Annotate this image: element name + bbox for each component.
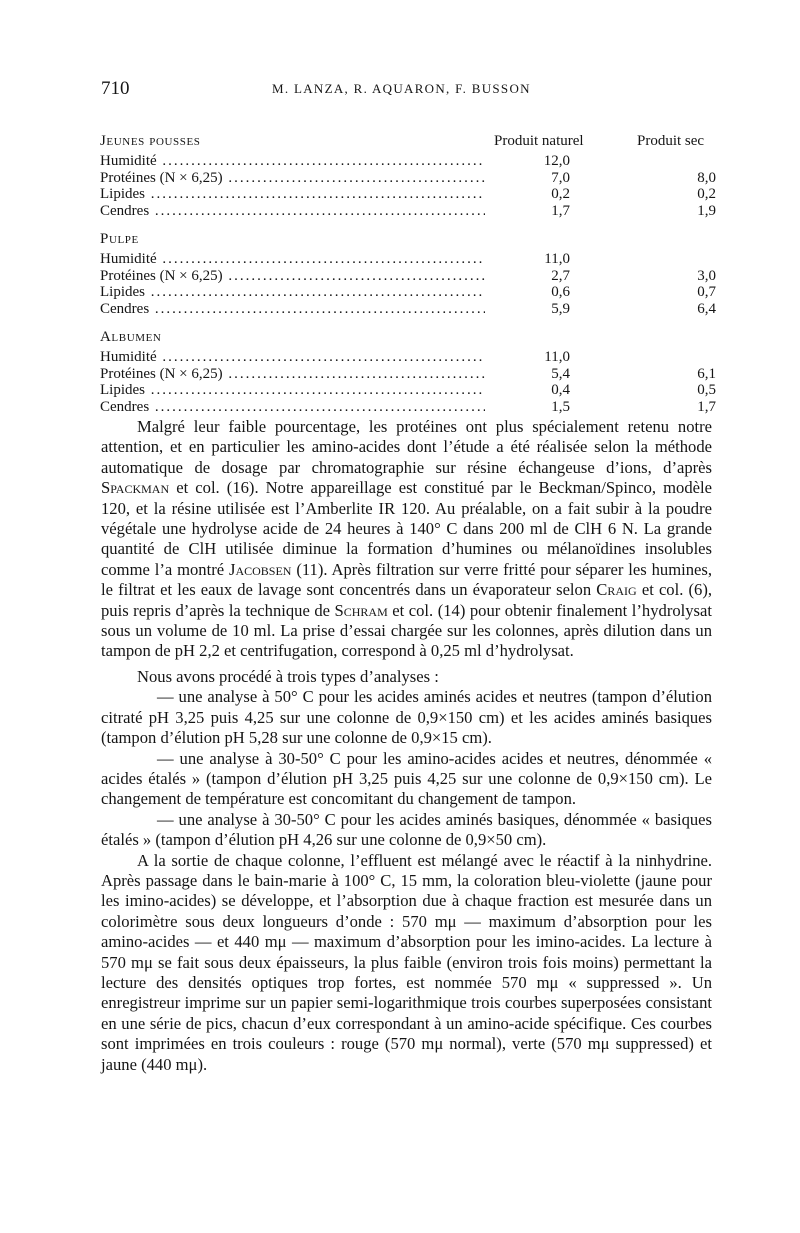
value-natural: 7,0 — [551, 169, 570, 186]
row-label: Protéines (N × 6,25) ..... — [100, 268, 485, 285]
list-item: — une analyse à 30-50° C pour les amino-acides acides et neutres, dénommée « acides étalés » (tampon d’élution pH 3,25 puis 4,25 sur une colonne de 0,9×150 cm). Le changement de température est concomitant du changement de tampon. — [101, 748, 712, 809]
row-label: Cendres ..... — [100, 203, 485, 220]
value-natural: 0,4 — [551, 382, 570, 398]
column-header-dry: Produit sec — [637, 133, 705, 149]
value-natural: 5,4 — [551, 365, 570, 382]
list-item: — une analyse à 50° C pour les acides aminés acides et neutres (tampon d’élution citraté pH 3,25 puis 4,25 sur une colonne de 0,9×150 cm) et les acides aminés basiques (tampon d’élution pH 5,28 sur une colonne de 0,9×15 cm). — [101, 687, 712, 748]
author-citation: Craig — [596, 580, 637, 600]
value-natural: 11,0 — [544, 251, 570, 267]
row-label: Cendres ..... — [100, 301, 485, 318]
body-text — [101, 417, 712, 1075]
table-header-row — [100, 133, 720, 153]
column-header-natural: Produit naturel — [494, 133, 584, 149]
running-header — [0, 78, 800, 106]
table-row — [100, 203, 720, 220]
table-row — [100, 170, 720, 187]
list-item: — une analyse à 30-50° C pour les acides aminés basiques, dénommée « basiques étalés » (tampon d’élution pH 4,26 sur une colonne de 0,9×50 cm). — [101, 809, 712, 850]
table-row — [100, 186, 720, 203]
table-row — [100, 251, 720, 268]
page-number: 710 — [101, 78, 130, 99]
table-row — [100, 301, 720, 318]
value-dry: 6,4 — [697, 300, 716, 317]
value-dry: 3,0 — [697, 267, 716, 284]
table-row — [100, 366, 720, 383]
table-section-albumen — [100, 329, 720, 415]
value-dry: 0,2 — [697, 186, 716, 202]
row-label: Lipides ..... — [100, 284, 485, 301]
row-label: Lipides ..... — [100, 382, 485, 399]
table-row — [100, 349, 720, 366]
table-row — [100, 399, 720, 416]
value-dry: 6,1 — [697, 365, 716, 382]
table-row — [100, 268, 720, 285]
running-authors: M. LANZA, R. AQUARON, F. BUSSON — [272, 81, 531, 96]
table-section-pulpe — [100, 231, 720, 317]
value-dry: 1,7 — [697, 398, 716, 415]
row-label: Protéines (N × 6,25) ..... — [100, 170, 485, 187]
author-citation: Spackman — [101, 478, 170, 498]
row-label: Lipides ..... — [100, 186, 485, 203]
text-span: et col. (16). Notre appareillage est constitué par le Beckman/Spinco, modèle 120, et la résine utilisée est l’Amberlite IR 120. Au préalable, on a fait subir à la poudre végétale une hydrolyse acide de 24 heures à 140° C dans 200 ml de ClH 6 N. La grande quantité de ClH utilisée diminue la formation d’humines ou mélanoïdines insolubles comme l’a montré — [101, 478, 712, 579]
value-natural: 2,7 — [551, 267, 570, 284]
author-citation: Schram — [334, 600, 388, 620]
table-row — [100, 382, 720, 399]
value-natural: 1,5 — [551, 398, 570, 415]
text-span: (11). Après filtration sur verre fritté pour séparer les humines, le filtrat et les eaux de lavage sont concentrés dans un évaporateur selon — [101, 559, 712, 600]
text-span: et col. (14) pour obtenir finalement l’hydrolysat sous un volume de 10 ml. La prise d’essai chargée sur les colonnes, après dilution dans un tampon de pH 2,2 et centrifugation, correspond à 0,25 ml d’hydrolysat. — [101, 600, 712, 661]
value-natural: 12,0 — [543, 153, 570, 169]
row-label: Humidité ..... — [100, 251, 485, 268]
section-title: Pulpe — [100, 231, 139, 247]
author-citation: Jacobsen — [229, 559, 292, 579]
row-label: Protéines (N × 6,25) ..... — [100, 366, 485, 383]
value-dry: 0,5 — [697, 382, 716, 398]
text-span: Malgré leur faible pourcentage, les protéines ont plus spécialement retenu notre attention, et en particulier les amino-acides dont l’étude a été réalisée selon la méthode automatique de dosage par chromatographie sur résine échangeuse d’ions, d’après — [101, 417, 712, 477]
section-title: Jeunes pousses — [100, 133, 201, 149]
table-row — [100, 153, 720, 170]
paragraph-detection: A la sortie de chaque colonne, l’effluent est mélangé avec le réactif à la ninhydrine. Après passage dans le bain-marie à 100° C, 15 mm, la coloration bleu-violette (jaune pour les imino-acides) se développe, et l’absorption due à chaque fraction est mesurée dans un colorimètre sous deux longueurs d’onde : 570 mμ — maximum d’absorption pour les amino-acides — et 440 mμ — maximum d’absorption pour les imino-acides. La lecture à 570 mμ se fait sous deux épaisseurs, la plus faible (environ trois fois moins) permettant la lecture des densités optiques trop fortes, est nommée 570 mμ « suppressed ». Un enregistreur imprime sur un papier semi-logarithmique trois courbes superposées consistant en une série de pics, chacun d’eux correspondant à un amino-acide spécifique. Ces courbes sont imprimées en trois couleurs : rouge (570 mμ normal), verte (570 mμ suppressed) et jaune (440 mμ). — [101, 850, 712, 1074]
paragraph-methods — [101, 417, 712, 662]
value-natural: 5,9 — [551, 300, 570, 317]
row-label: Humidité ..... — [100, 153, 485, 170]
value-dry: 0,7 — [697, 284, 716, 300]
table-section-jeunes-pousses — [100, 153, 720, 219]
value-natural: 0,6 — [551, 284, 570, 300]
value-dry: 8,0 — [697, 169, 716, 186]
value-natural: 0,2 — [551, 186, 570, 202]
value-natural: 11,0 — [544, 349, 570, 365]
value-natural: 1,7 — [551, 202, 570, 219]
value-dry: 1,9 — [697, 202, 716, 219]
row-label: Cendres ..... — [100, 399, 485, 416]
composition-table — [100, 133, 720, 427]
text-span: et col. (6), puis repris d’après la technique de — [101, 580, 712, 620]
table-row — [100, 284, 720, 301]
section-title: Albumen — [100, 329, 162, 345]
paragraph-analysis-types: Nous avons procédé à trois types d’analyses : — [137, 666, 439, 686]
row-label: Humidité ..... — [100, 349, 485, 366]
